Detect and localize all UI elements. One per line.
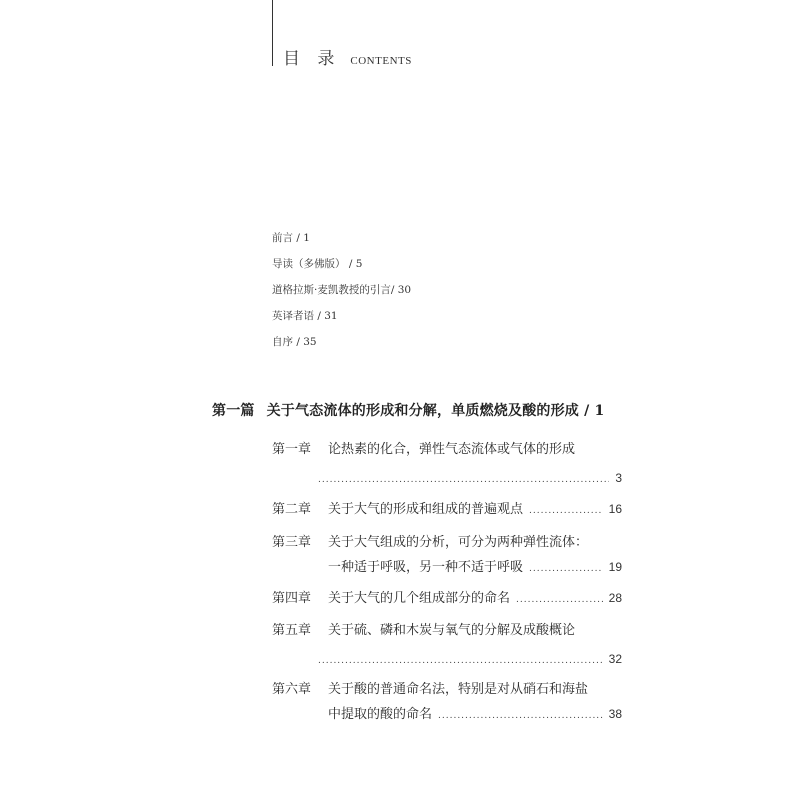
- part-title: 关于气态流体的形成和分解，单质燃烧及酸的形成 / 1: [266, 403, 605, 419]
- chapter-label: 第五章: [272, 623, 312, 638]
- leader-dots: [529, 558, 603, 580]
- margin-rule: [272, 0, 273, 66]
- toc-entry-chapter-4[interactable]: [272, 587, 622, 609]
- page-number: 32: [608, 652, 622, 666]
- page-number: 16: [608, 502, 622, 516]
- leader-dots: [318, 650, 603, 672]
- chapter-title: 关于大气的形成和组成的普遍观点: [328, 502, 524, 517]
- part-label: 第一篇: [212, 403, 255, 419]
- page-number: 3: [615, 471, 622, 485]
- front-matter-item[interactable]: 前言 / 1: [272, 232, 310, 244]
- toc-entry-chapter-1[interactable]: [272, 439, 622, 489]
- chapter-title: 关于酸的普通命名法，特别是对从硝石和海盐: [328, 682, 589, 697]
- chapter-label: 第三章: [272, 535, 312, 550]
- page-number: 28: [608, 591, 622, 605]
- contents-title-zh: 目 录: [283, 49, 341, 69]
- page-number: 19: [608, 560, 622, 574]
- chapter-label: 第四章: [272, 591, 312, 606]
- chapter-label: 第六章: [272, 682, 312, 697]
- front-matter-item[interactable]: 道格拉斯·麦凯教授的引言/ 30: [272, 284, 412, 296]
- toc-entry-chapter-5[interactable]: [272, 620, 622, 670]
- chapter-title: 关于大气的几个组成部分的命名: [328, 591, 511, 606]
- toc-entry-chapter-3[interactable]: [272, 532, 622, 578]
- front-matter-item[interactable]: 自序 / 35: [272, 336, 317, 348]
- front-matter-item[interactable]: 英译者语 / 31: [272, 310, 338, 322]
- front-matter-item[interactable]: 导读（多佛版） / 5: [272, 258, 363, 270]
- contents-heading: [283, 44, 412, 69]
- chapter-label: 第一章: [272, 442, 312, 457]
- toc-entry-chapter-2[interactable]: [272, 498, 622, 520]
- page-number: 38: [608, 707, 622, 721]
- chapter-title: 关于硫、磷和木炭与氧气的分解及成酸概论: [328, 623, 576, 638]
- contents-title-en: CONTENTS: [350, 55, 412, 67]
- chapter-title-continued: 中提取的酸的命名: [328, 707, 433, 722]
- leader-dots: [438, 705, 603, 727]
- leader-dots: [516, 589, 603, 611]
- front-matter-list: [272, 228, 411, 358]
- toc-entry-chapter-6[interactable]: [272, 679, 622, 725]
- leader-dots: [318, 469, 609, 491]
- chapter-title-continued: 一种适于呼吸，另一种不适于呼吸: [328, 560, 524, 575]
- leader-dots: [529, 500, 603, 522]
- part-heading[interactable]: [212, 400, 604, 420]
- chapter-title: 关于大气组成的分析，可分为两种弹性流体：: [328, 535, 589, 550]
- chapter-label: 第二章: [272, 502, 312, 517]
- chapter-title: 论热素的化合，弹性气态流体或气体的形成: [328, 442, 576, 457]
